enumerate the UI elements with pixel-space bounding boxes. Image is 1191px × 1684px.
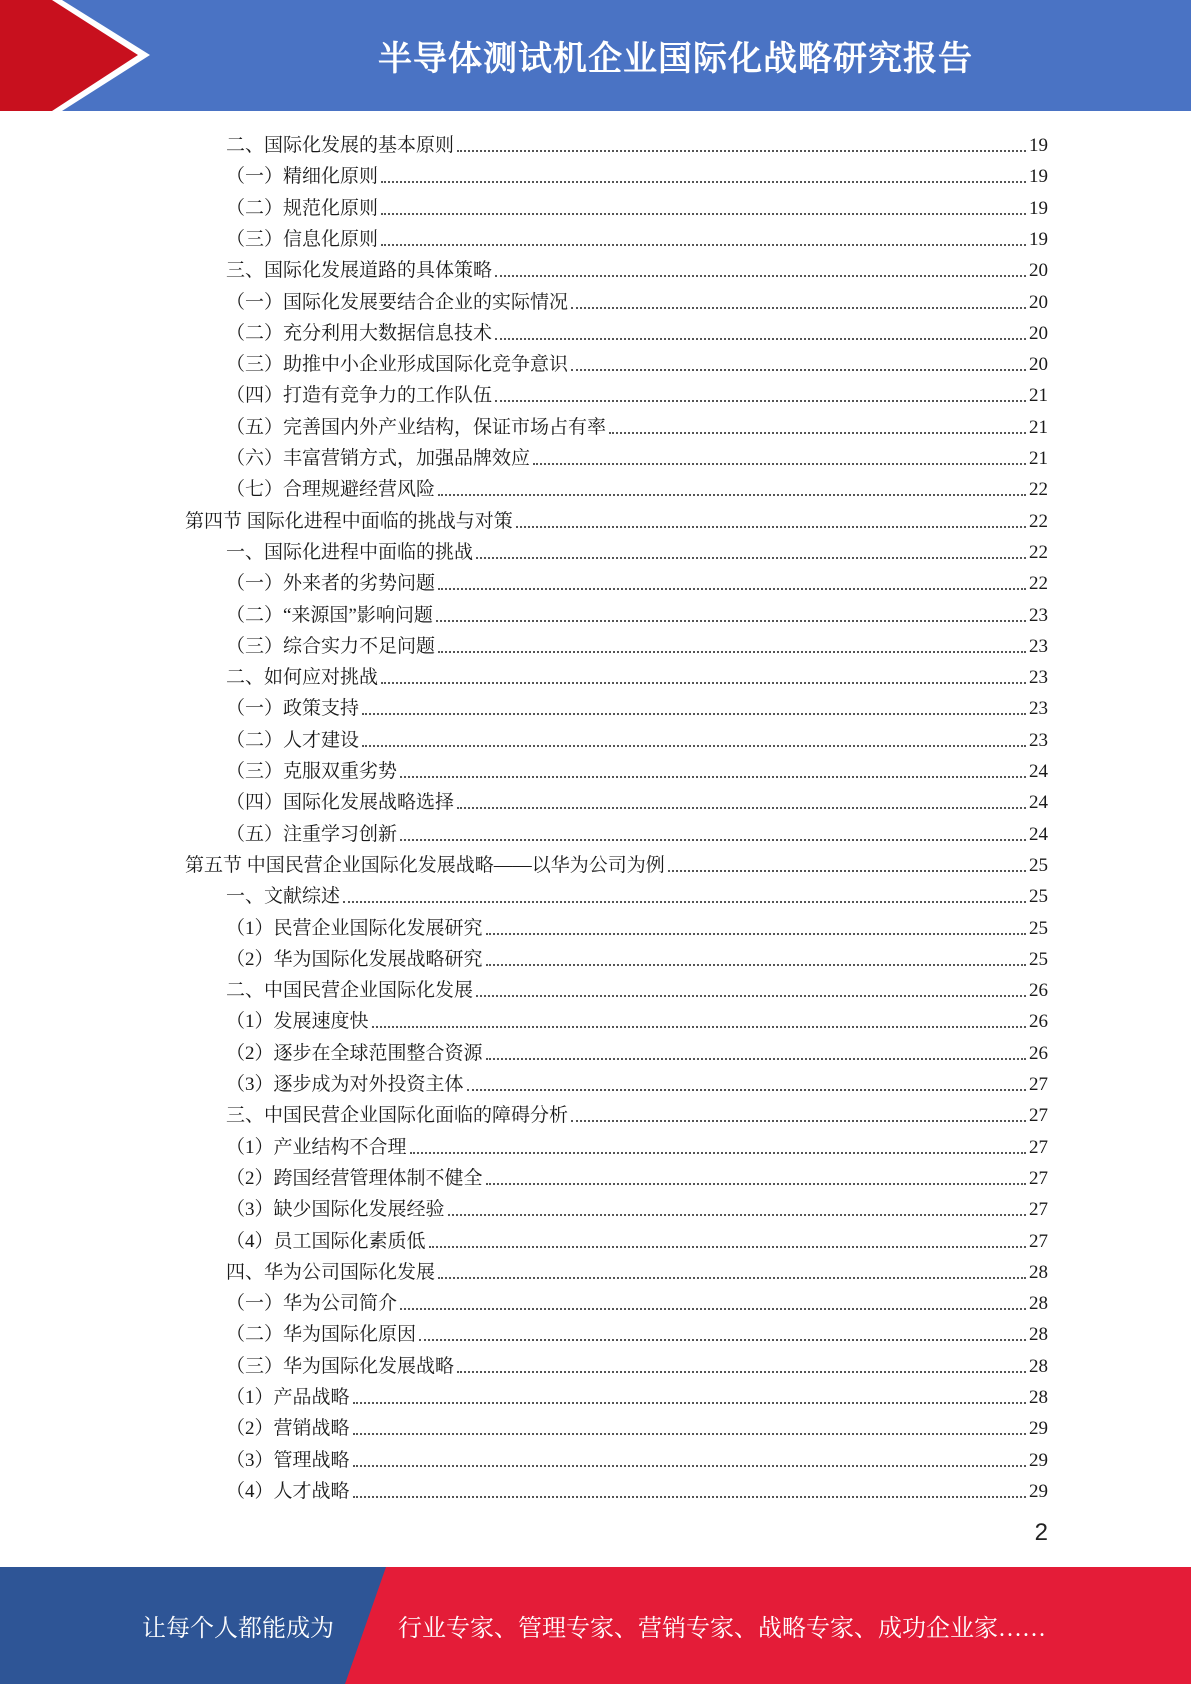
toc-entry[interactable] [226,910,1048,941]
toc-entry[interactable] [226,377,1048,408]
toc-entry-title: 二、国际化发展的基本原则 [226,135,455,156]
toc-entry-title: （二）华为国际化原因 [226,1324,417,1346]
toc-entry[interactable] [226,346,1048,377]
toc-entry-title: （二）“来源国”影响问题 [226,604,433,626]
toc-entry[interactable] [226,753,1048,784]
toc-leader-dots [353,1496,1026,1498]
toc-leader-dots [571,307,1026,309]
toc-entry[interactable] [226,1316,1048,1347]
toc-entry[interactable] [226,127,1048,158]
toc-entry-title: （3）逐步成为对外投资主体 [226,1074,464,1095]
toc-entry[interactable] [226,284,1048,315]
toc-entry-title: （四）国际化发展战略选择 [226,792,455,814]
toc-leader-dots [381,181,1026,183]
toc-entry-page: 28 [1029,1324,1048,1346]
toc-entry[interactable] [226,221,1048,252]
toc-entry-page: 27 [1029,1105,1048,1127]
toc-entry[interactable] [226,1129,1048,1160]
toc-entry[interactable] [226,315,1048,346]
toc-entry-page: 26 [1029,980,1048,1002]
toc-leader-dots [438,494,1026,496]
toc-entry[interactable] [226,1223,1048,1254]
toc-entry-title: （六）丰富营销方式，加强品牌效应 [226,448,531,469]
toc-leader-dots [486,1183,1026,1185]
toc-entry-page: 22 [1029,479,1048,501]
toc-entry[interactable] [226,409,1048,440]
toc-entry-title: （二）充分利用大数据信息技术 [226,322,493,344]
footer-roles: 行业专家、管理专家、营销专家、战略专家、成功企业家…… [398,1616,1046,1642]
toc-entry[interactable] [226,440,1048,471]
page-header [0,0,1191,111]
toc-entry[interactable] [226,158,1048,189]
toc-entry-page: 28 [1029,1387,1048,1408]
toc-entry-page: 29 [1029,1449,1048,1471]
toc-leader-dots [410,1152,1026,1154]
toc-entry[interactable] [226,878,1048,909]
toc-entry[interactable] [226,190,1048,221]
toc-entry[interactable] [226,1410,1048,1441]
toc-entry-title: （二）规范化原则 [226,197,379,219]
toc-entry-page: 24 [1029,761,1048,782]
toc-entry-page: 21 [1029,416,1048,438]
toc-leader-dots [353,1402,1026,1404]
toc-entry[interactable] [226,972,1048,1003]
toc-entry-page: 23 [1029,604,1048,626]
toc-entry-page: 23 [1029,698,1048,720]
toc-entry-page: 20 [1029,260,1048,282]
toc-leader-dots [571,369,1026,371]
toc-entry-page: 26 [1029,1011,1048,1033]
toc-entry-title: 一、国际化进程中面临的挑战 [226,541,474,563]
toc-entry-title: 三、中国民营企业国际化面临的障碍分析 [226,1105,569,1127]
toc-entry-title: （2）跨国经营管理体制不健全 [226,1167,483,1189]
toc-entry-page: 27 [1029,1167,1048,1189]
toc-leader-dots [438,1277,1026,1279]
toc-leader-dots [381,682,1026,684]
toc-entry-page: 23 [1029,729,1048,751]
toc-entry-page: 19 [1029,135,1048,156]
toc-entry[interactable] [226,565,1048,596]
toc-entry-title: （1）民营企业国际化发展研究 [226,917,483,939]
toc-leader-dots [448,1214,1026,1216]
toc-leader-dots [457,1371,1026,1373]
toc-entry[interactable] [226,1035,1048,1066]
toc-entry-page: 21 [1029,448,1048,469]
toc-entry-page: 23 [1029,667,1048,689]
page-number: 2 [1034,1519,1048,1546]
toc-entry[interactable] [185,503,1048,534]
toc-leader-dots [486,1058,1026,1060]
toc-entry-title: （4）员工国际化素质低 [226,1230,426,1252]
toc-entry-title: （2）营销战略 [226,1418,350,1440]
toc-entry[interactable] [226,1285,1048,1316]
toc-entry[interactable] [226,252,1048,283]
toc-leader-dots [353,1465,1026,1467]
toc-entry[interactable] [226,659,1048,690]
toc-entry[interactable] [226,597,1048,628]
toc-entry-title: （一）精细化原则 [226,166,379,188]
toc-entry-title: （一）华为公司简介 [226,1293,398,1315]
toc-entry[interactable] [226,1160,1048,1191]
red-chevron-icon [0,0,160,111]
toc-entry-title: （3）管理战略 [226,1449,350,1471]
toc-leader-dots [381,244,1026,246]
toc-entry-page: 22 [1029,510,1048,532]
toc-entry-page: 25 [1029,917,1048,939]
toc-entry-title: （三）克服双重劣势 [226,761,398,782]
toc-leader-dots [457,807,1026,809]
toc-entry[interactable] [226,816,1048,847]
toc-leader-dots [457,150,1026,152]
toc-entry-title: （2）逐步在全球范围整合资源 [226,1042,483,1064]
toc-entry[interactable] [226,1442,1048,1473]
toc-leader-dots [495,275,1026,277]
report-title: 半导体测试机企业国际化战略研究报告 [378,39,973,79]
toc-entry[interactable] [226,690,1048,721]
toc-entry-title: （三）华为国际化发展战略 [226,1355,455,1377]
toc-entry-page: 25 [1029,886,1048,908]
toc-leader-dots [400,776,1026,778]
toc-entry-page: 22 [1029,573,1048,595]
toc-entry-title: （1）产业结构不合理 [226,1136,407,1158]
toc-entry-page: 19 [1029,166,1048,188]
toc-entry-title: 二、中国民营企业国际化发展 [226,980,474,1002]
toc-entry-page: 27 [1029,1230,1048,1252]
toc-entry-page: 29 [1029,1418,1048,1440]
toc-entry[interactable] [226,471,1048,502]
toc-entry[interactable] [226,1097,1048,1128]
toc-entry[interactable] [226,534,1048,565]
toc-entry-title: （1）产品战略 [226,1387,350,1408]
toc-entry-title: （一）国际化发展要结合企业的实际情况 [226,291,569,313]
toc-entry[interactable] [185,847,1048,878]
toc-leader-dots [476,557,1026,559]
toc-leader-dots [429,1246,1026,1248]
toc-entry[interactable] [226,1254,1048,1285]
toc-entry-title: 二、如何应对挑战 [226,667,379,689]
page-footer [0,1567,1191,1684]
toc-entry-page: 20 [1029,322,1048,344]
footer-slogan: 让每个人都能成为 [142,1616,334,1642]
toc-entry[interactable] [226,1003,1048,1034]
toc-leader-dots [419,1339,1026,1341]
toc-leader-dots [467,1089,1026,1091]
toc-entry[interactable] [226,722,1048,753]
toc-leader-dots [486,964,1026,966]
toc-entry[interactable] [226,1348,1048,1379]
toc-entry-page: 25 [1029,948,1048,970]
toc-leader-dots [400,839,1026,841]
toc-leader-dots [381,213,1026,215]
toc-entry-page: 19 [1029,228,1048,250]
toc-entry-page: 21 [1029,385,1048,407]
toc-leader-dots [495,400,1026,402]
toc-entry-page: 27 [1029,1136,1048,1158]
toc-leader-dots [343,901,1026,903]
toc-leader-dots [353,1433,1026,1435]
toc-entry-page: 28 [1029,1293,1048,1315]
toc-leader-dots [476,995,1026,997]
toc-entry-page: 23 [1029,635,1048,657]
toc-entry-page: 22 [1029,541,1048,563]
toc-entry-title: 第四节 国际化进程中面临的挑战与对策 [185,510,513,532]
toc-entry[interactable] [226,941,1048,972]
toc-leader-dots [362,713,1026,715]
toc-entry[interactable] [226,628,1048,659]
toc-entry-page: 20 [1029,291,1048,313]
toc-entry-title: （五）完善国内外产业结构，保证市场占有率 [226,416,607,438]
toc-entry-title: （三）信息化原则 [226,228,379,250]
toc-entry-page: 29 [1029,1480,1048,1502]
toc-entry-title: （三）助推中小企业形成国际化竞争意识 [226,354,569,376]
toc-leader-dots [438,588,1026,590]
toc-entry-page: 28 [1029,1261,1048,1283]
toc-entry-page: 26 [1029,1042,1048,1064]
toc-leader-dots [362,745,1026,747]
toc-leader-dots [533,463,1026,465]
toc-leader-dots [438,651,1026,653]
toc-entry-title: （七）合理规避经营风险 [226,479,436,501]
toc-entry-title: （1）发展速度快 [226,1011,369,1033]
toc-entry-title: （3）缺少国际化发展经验 [226,1199,445,1221]
toc-leader-dots [516,526,1026,528]
toc-entry[interactable] [226,1191,1048,1222]
toc-entry[interactable] [226,1066,1048,1097]
toc-entry-title: 四、华为公司国际化发展 [226,1261,436,1283]
toc-entry-page: 25 [1029,854,1048,876]
toc-entry-title: （三）综合实力不足问题 [226,635,436,657]
toc-leader-dots [486,933,1026,935]
toc-leader-dots [609,432,1026,434]
toc-entry[interactable] [226,1473,1048,1504]
toc-entry-title: （一）政策支持 [226,698,360,720]
toc-entry-page: 19 [1029,197,1048,219]
toc-entry-title: （二）人才建设 [226,729,360,751]
toc-entry[interactable] [226,784,1048,815]
toc-entry-title: （2）华为国际化发展战略研究 [226,948,483,970]
toc-entry-title: 第五节 中国民营企业国际化发展战略——以华为公司为例 [185,854,665,876]
toc-entry-title: （五）注重学习创新 [226,823,398,845]
toc-leader-dots [436,620,1026,622]
toc-entry-title: 一、文献综述 [226,886,341,908]
toc-entry-page: 24 [1029,792,1048,814]
toc-entry-title: （四）打造有竞争力的工作队伍 [226,385,493,407]
toc-entry-title: 三、国际化发展道路的具体策略 [226,260,493,282]
toc-leader-dots [668,870,1026,872]
toc-entry-page: 24 [1029,823,1048,845]
toc-entry-page: 27 [1029,1074,1048,1095]
toc-leader-dots [495,338,1026,340]
toc-entry-title: （一）外来者的劣势问题 [226,573,436,595]
toc-entry-page: 28 [1029,1355,1048,1377]
toc-entry-title: （4）人才战略 [226,1480,350,1502]
toc-leader-dots [372,1026,1026,1028]
toc-leader-dots [400,1308,1026,1310]
toc-leader-dots [571,1120,1026,1122]
toc-entry[interactable] [226,1379,1048,1410]
toc-entry-page: 20 [1029,354,1048,376]
toc-entry-page: 27 [1029,1199,1048,1221]
